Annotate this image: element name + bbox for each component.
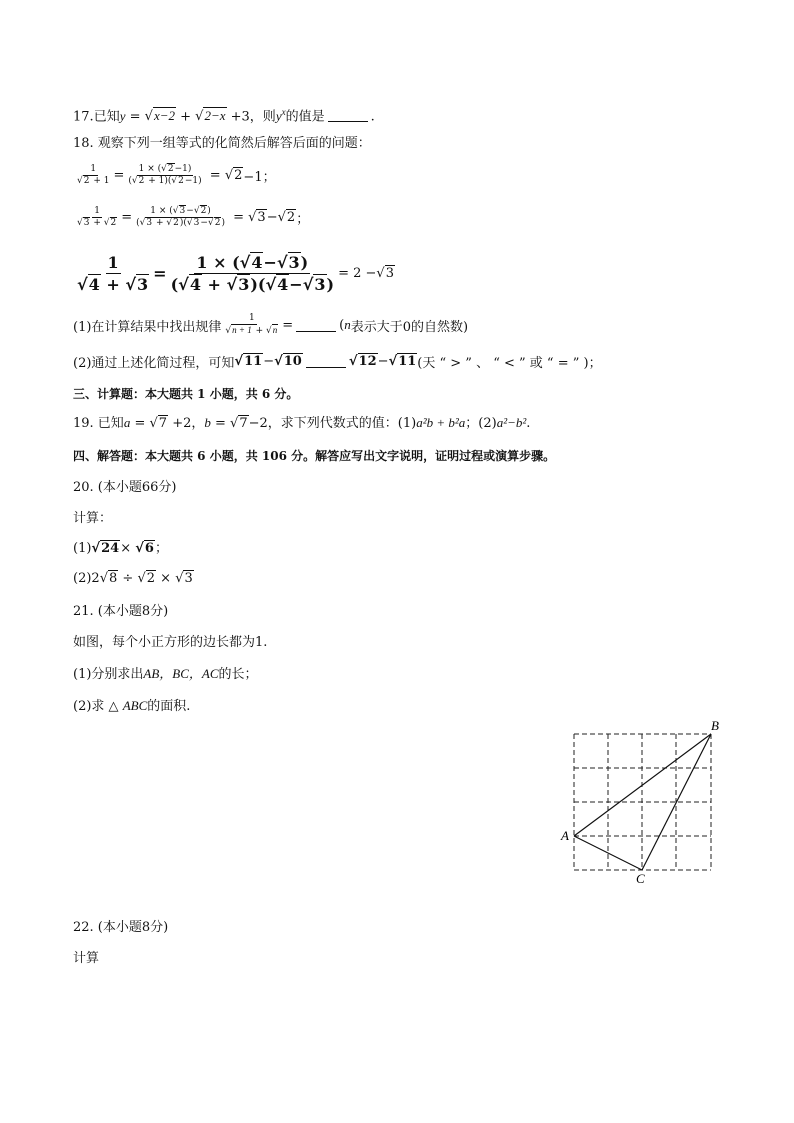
side-ab bbox=[574, 734, 711, 836]
q18-eq1-rhs: √2 bbox=[224, 168, 243, 183]
q21-head: 21. (本小题8分) bbox=[73, 604, 169, 619]
q18-eq1-lhs-num: 1 bbox=[90, 164, 97, 174]
x7: 11 bbox=[398, 354, 417, 369]
t3: −1) bbox=[174, 164, 192, 174]
v15: − bbox=[289, 275, 303, 294]
u8: ) bbox=[207, 206, 211, 216]
q18-part1-den: √n + 1 + √n bbox=[225, 325, 278, 336]
v18: = 2 − bbox=[338, 266, 377, 281]
q18-eq2-rhs2: √2 bbox=[277, 210, 296, 225]
q17-var-y: y bbox=[119, 108, 126, 124]
q17-line bbox=[73, 103, 375, 126]
section4-heading: 四、解答题：本大题共 6 小题，共 106 分。解答应写出文字说明，证明过程或演算步骤。 bbox=[73, 449, 556, 463]
q17-rad2: 2−x bbox=[204, 108, 226, 124]
w3: + bbox=[252, 326, 267, 336]
u6: − bbox=[186, 206, 194, 216]
q17-sqrt2: √2−x bbox=[195, 108, 226, 125]
v5: 4 bbox=[251, 253, 263, 272]
q17-plus: + bbox=[176, 109, 196, 125]
y8: 7 bbox=[239, 416, 248, 431]
u21: ； bbox=[296, 212, 310, 227]
q21-p2c: 的面积. bbox=[147, 699, 191, 714]
u4: 1 × ( bbox=[150, 206, 173, 216]
t2: 2 bbox=[167, 164, 174, 174]
z2: 24 bbox=[101, 541, 120, 556]
u3: 2 bbox=[110, 218, 117, 228]
y13: . bbox=[526, 416, 531, 431]
q17-text-a: 已知 bbox=[93, 109, 120, 125]
y9: −2，求下列代数式的值：(1) bbox=[248, 416, 417, 431]
x4: 10 bbox=[283, 354, 302, 369]
q18-eq3-mid-den: (√4 + √3)(√4−√3) bbox=[170, 275, 335, 294]
q18-eq1-mid bbox=[126, 164, 203, 187]
w8: 表示大于0的自然数) bbox=[350, 319, 469, 335]
w4: n bbox=[272, 325, 278, 335]
u20: 2 bbox=[286, 210, 296, 225]
q21-p2a: (2)求 △ bbox=[73, 699, 123, 714]
q18-title: 18. 观察下列一组等式的化简然后解答后面的问题： bbox=[73, 136, 371, 151]
q18-eq3-lhs-num: 1 bbox=[107, 253, 119, 272]
t5: 2 bbox=[138, 176, 145, 186]
w1: 1 bbox=[248, 313, 255, 323]
x8: (天 “ > ” 、 “ < ” 或 “ = ” )； bbox=[417, 356, 602, 371]
y7: = bbox=[210, 416, 231, 431]
q18-part1-text: (1)在计算结果中找出规律 bbox=[73, 319, 222, 335]
u2: + bbox=[90, 218, 104, 228]
q21-p1b: AB，BC，AC bbox=[143, 666, 219, 681]
w7: n bbox=[344, 317, 351, 332]
q18-part1-frac bbox=[223, 313, 280, 337]
q17-end: . bbox=[370, 109, 375, 125]
y4: 7 bbox=[158, 416, 168, 431]
x6: − bbox=[377, 354, 389, 369]
q17-eq: = bbox=[125, 109, 145, 125]
x1: (2)通过上述化简过程，可知 bbox=[73, 356, 235, 371]
v6: − bbox=[263, 253, 277, 272]
q17-number: 17. bbox=[73, 109, 94, 125]
v1: 4 bbox=[88, 275, 100, 294]
q20-label: 计算： bbox=[73, 511, 113, 526]
v12: 3 bbox=[238, 275, 250, 294]
q18-eq1-lhs-den-b: + 1 bbox=[90, 176, 110, 186]
q21-part1 bbox=[73, 665, 258, 684]
q22-label: 计算 bbox=[73, 951, 100, 966]
v8: ) bbox=[300, 253, 309, 272]
q18-eq2-mid-num: 1 × (√3−√2) bbox=[150, 206, 211, 216]
t9: 2 bbox=[234, 168, 243, 183]
y6: b bbox=[204, 415, 211, 430]
q22-head: 22. (本小题8分) bbox=[73, 920, 169, 935]
u16: 2 bbox=[214, 218, 221, 228]
dashed-grid bbox=[574, 734, 711, 870]
q18-eq1-lhs bbox=[75, 164, 111, 187]
q20-part1: (1)√24× √6； bbox=[73, 541, 168, 556]
z7: 8 bbox=[108, 571, 118, 586]
v11: + bbox=[201, 275, 227, 294]
u5: 3 bbox=[179, 206, 186, 216]
q21-part2 bbox=[73, 697, 190, 716]
q17-rest: +3，则 bbox=[226, 109, 276, 125]
v4: 1 × ( bbox=[196, 253, 240, 272]
q21-p1c: 的长； bbox=[218, 667, 258, 682]
q18-eq1-r: 2 bbox=[83, 176, 90, 186]
z5: ； bbox=[154, 541, 168, 556]
z1: (1) bbox=[73, 541, 92, 556]
z6: (2)2 bbox=[73, 571, 100, 586]
q17-pow-base: y bbox=[275, 108, 282, 124]
q20-head: 20. (本小题66分) bbox=[73, 480, 177, 495]
q18-eq1-lhs-den: √2 + 1 bbox=[77, 176, 110, 186]
v3: 3 bbox=[137, 275, 149, 294]
x5: 12 bbox=[358, 354, 377, 369]
u14: 3 bbox=[193, 218, 200, 228]
z3: × bbox=[120, 541, 136, 556]
u11: + bbox=[153, 218, 167, 228]
q18-eq3-lhs bbox=[75, 252, 151, 295]
x3: − bbox=[263, 354, 275, 369]
t10: −1； bbox=[243, 170, 276, 185]
q21-p1a: (1)分别求出 bbox=[73, 667, 144, 682]
y12: a²−b² bbox=[496, 415, 527, 430]
q18-part1-blank[interactable] bbox=[296, 319, 336, 332]
q17-sqrt1: √x−2 bbox=[144, 108, 175, 125]
u13: )( bbox=[179, 218, 187, 228]
y11: ；(2) bbox=[465, 416, 497, 431]
z10: × bbox=[156, 571, 176, 586]
v9: ( bbox=[170, 275, 179, 294]
t4: ( bbox=[128, 176, 132, 186]
section3-heading: 三、计算题：本大题共 1 小题，共 6 分。 bbox=[73, 387, 299, 401]
q18-part2-blank[interactable] bbox=[306, 355, 346, 368]
w2: n + 1 bbox=[232, 325, 252, 335]
q17-answer-blank[interactable] bbox=[328, 109, 368, 122]
u12: 2 bbox=[173, 218, 179, 228]
v7: 3 bbox=[288, 253, 300, 272]
q18-eq3-mid bbox=[169, 252, 337, 295]
z9: 2 bbox=[146, 571, 156, 586]
y3: = bbox=[130, 416, 150, 431]
q18-eq2-rhs1: √3 bbox=[248, 210, 266, 225]
q18-eq2-mid bbox=[134, 206, 227, 229]
q17-text-b: 的值是 bbox=[285, 109, 325, 125]
q19-line: 19. 已知a = √7 +2，b = √7−2，求下列代数式的值：(1)a²b + b²a；(2)a²−b². bbox=[73, 415, 531, 431]
v14: 4 bbox=[277, 275, 289, 294]
z4: 6 bbox=[144, 541, 154, 556]
q18-eq3-rhs: √3 bbox=[376, 266, 394, 281]
q18-eq2-mid-den: (√3 + √2)(√3−√2) bbox=[136, 218, 225, 228]
t1: 1 × ( bbox=[138, 164, 162, 174]
q18-eq1-mid-num: 1 × (√2−1) bbox=[138, 164, 192, 174]
t8: −1) bbox=[184, 176, 202, 186]
u17: ) bbox=[221, 218, 225, 228]
q18-part2: (2)通过上述化简过程，可知 √11 − √10 √12 − √11 (天 “ > ” 、 “ < ” 或 “ = ” )； bbox=[73, 354, 602, 371]
u7: 2 bbox=[200, 206, 207, 216]
q21-p2b: ABC bbox=[122, 698, 148, 713]
u15: − bbox=[200, 218, 208, 228]
q18-eq2: $\frac{1}{√3 + √2}$ = $\frac{1 \times (√3-√2)}{(√3 + √2)(√3-√2)}$ = √3 − √2 ； bbox=[77, 206, 310, 228]
w6: ( bbox=[339, 317, 345, 333]
label-a: A bbox=[561, 828, 569, 843]
u10: 3 bbox=[146, 218, 153, 228]
q18-eq3: $\frac{1}{√4 + √3}$ = $\frac{1 \times (√4-√3)}{(√4 + √3)(√4-√3)}$ = 2 − √3 bbox=[77, 253, 394, 294]
q18-eq1: $\frac{1}{√2 + 1}$ = $\frac{1 \times (√2-1)}{(√2 + 1)(√2-1)}$ = √2 −1； bbox=[77, 164, 276, 186]
q18-eq3-mid-num: 1 × (√4−√3) bbox=[196, 253, 309, 272]
u19: − bbox=[266, 210, 278, 225]
q21-intro: 如图，每个小正方形的边长都为1. bbox=[73, 635, 268, 650]
q18-eq2-lhs-num: 1 bbox=[94, 206, 100, 216]
v16: 3 bbox=[314, 275, 326, 294]
label-c: C bbox=[636, 871, 645, 886]
y5: +2， bbox=[168, 416, 205, 431]
q18-eq2-lhs bbox=[75, 206, 119, 229]
v17: ) bbox=[326, 275, 335, 294]
v2: + bbox=[100, 275, 126, 294]
u9: ( bbox=[136, 218, 140, 228]
q18-eq2-lhs-den: √3 + √2 bbox=[77, 218, 117, 228]
q17-rad1: x−2 bbox=[153, 108, 175, 124]
y10: a²b + b²a bbox=[416, 415, 466, 430]
w5: = bbox=[282, 317, 294, 333]
t6: + 1)( bbox=[145, 176, 172, 186]
triangle-grid-figure bbox=[556, 716, 731, 886]
z8: ÷ bbox=[118, 571, 138, 586]
v10: 4 bbox=[189, 275, 201, 294]
q18-eq1-mid-den: (√2 + 1)(√2−1) bbox=[128, 176, 202, 186]
y2: a bbox=[123, 415, 131, 430]
q20-part2: (2)2√8 ÷ √2 × √3 bbox=[73, 571, 193, 586]
y1: 19. 已知 bbox=[73, 416, 124, 431]
v13: )( bbox=[250, 275, 266, 294]
label-b: B bbox=[711, 718, 719, 733]
z11: 3 bbox=[184, 571, 193, 586]
u1: 3 bbox=[83, 218, 90, 228]
t7: 2 bbox=[178, 176, 184, 186]
q18-eq3-lhs-den: √4 + √3 bbox=[77, 275, 149, 294]
v19: 3 bbox=[385, 266, 394, 281]
u18: 3 bbox=[257, 210, 266, 225]
q18-part1 bbox=[73, 313, 468, 337]
x2: 11 bbox=[244, 354, 263, 369]
q17-pow-exp: x bbox=[281, 107, 286, 117]
